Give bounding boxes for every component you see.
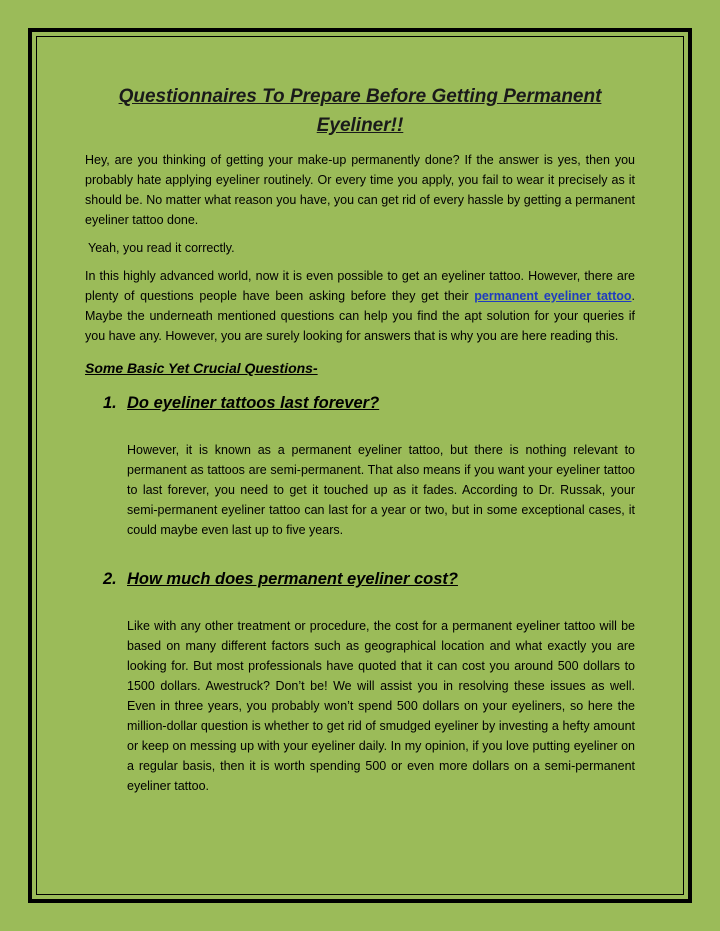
para3-text-after: . Maybe the underneath mentioned questions can help you find the apt solution for your queries if you have any. However, you are surely looking for answers that is why you are here reading this. <box>85 289 635 343</box>
para3-text-before: In this highly advanced world, now it is even possible to get an eyeliner tattoo. However, there are plenty of questions people have been asking before they get their <box>85 269 635 303</box>
question-1-number: 1. <box>103 394 117 412</box>
question-2-text: How much does permanent eyeliner cost? <box>127 570 458 588</box>
question-1-heading <box>103 392 635 414</box>
question-2-answer: Like with any other treatment or procedure, the cost for a permanent eyeliner tattoo will be based on many different factors such as geographical location and what exactly you are looking for. But most professionals have quoted that it can cost you around 500 dollars to 1500 dollars. Awestruck? Don’t be! We will assist you in resolving these issues as well. Even in three years, you probably won’t spend 500 dollars on your eyeliners, so here the million-dollar question is whether to get rid of smudged eyeliner by investing a hefty amount or keep on messing up with your eyeliner daily. In my opinion, if you love putting eyeliner on a regular basis, then it is worth spending 500 or even more dollars on a semi-permanent eyeliner tattoo. <box>127 619 635 793</box>
intro-paragraph: Hey, are you thinking of getting your make-up permanently done? If the answer is yes, then you probably hate applying eyeliner routinely. Or every time you apply, you fail to wear it precisely as it should be. No matter what reason you have, you can get rid of every hassle by getting a permanent eyeliner tattoo done. <box>85 153 635 227</box>
question-2-heading <box>103 568 635 590</box>
yeah-paragraph: Yeah, you read it correctly. <box>88 241 235 255</box>
title-line-2: Eyeliner!! <box>316 115 404 136</box>
question-2-number: 2. <box>103 570 117 588</box>
question-1-answer: However, it is known as a permanent eyeliner tattoo, but there is nothing relevant to permanent as tattoos are semi-permanent. That also means if you want your eyeliner tattoo to last forever, you need to get it touched up as it fades. According to Dr. Russak, your semi-permanent eyeliner tattoo can last for a year or two, but in some exceptional cases, it could maybe even last up to five years. <box>127 443 635 537</box>
permanent-eyeliner-tattoo-link[interactable]: permanent eyeliner tattoo <box>474 289 632 303</box>
question-1-text: Do eyeliner tattoos last forever? <box>127 394 380 412</box>
document-content <box>85 82 635 804</box>
advanced-world-paragraph <box>85 266 635 346</box>
page-title <box>85 82 635 140</box>
section-heading: Some Basic Yet Crucial Questions- <box>85 360 318 376</box>
title-line-1: Questionnaires To Prepare Before Getting Permanent <box>118 86 602 107</box>
